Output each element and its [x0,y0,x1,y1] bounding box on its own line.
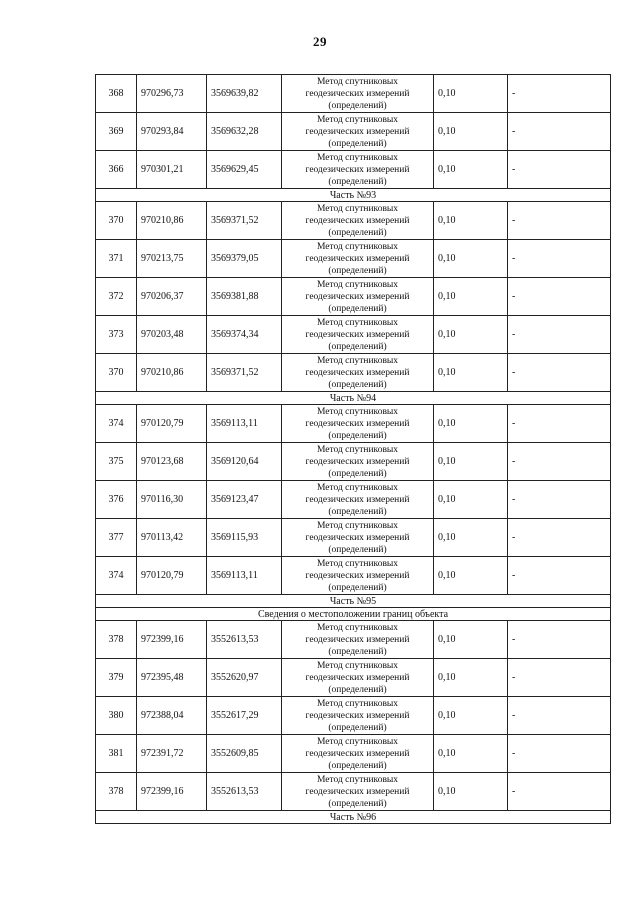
note-cell: - [508,75,611,113]
note-cell: - [508,151,611,189]
point-number-cell: 372 [96,278,137,316]
method-line: геодезических измерений [305,367,410,378]
method-line: (определений) [328,722,387,733]
section-header: Часть №96 [96,811,611,824]
point-number-cell: 369 [96,113,137,151]
method-cell [282,735,434,773]
note-cell: - [508,773,611,811]
x-coordinate-cell: 970210,86 [137,354,207,392]
method-line: (определений) [328,646,387,657]
point-number-cell: 375 [96,443,137,481]
table-row [96,405,611,443]
method-line: (определений) [328,798,387,809]
method-cell [282,443,434,481]
table-row [96,151,611,189]
method-line: (определений) [328,544,387,555]
method-line: Метод спутниковых [316,152,399,163]
section-header: Часть №93 [96,189,611,202]
method-cell [282,621,434,659]
method-line: Метод спутниковых [316,698,399,709]
y-coordinate-cell: 3552620,97 [207,659,282,697]
method-cell [282,773,434,811]
method-line: Метод спутниковых [316,660,399,671]
point-number-cell: 378 [96,621,137,659]
method-line: (определений) [328,265,387,276]
point-number-cell: 379 [96,659,137,697]
method-line: геодезических измерений [305,786,410,797]
x-coordinate-cell: 970113,42 [137,519,207,557]
section-header-row [96,392,611,405]
note-cell: - [508,202,611,240]
note-cell: - [508,735,611,773]
point-number-cell: 378 [96,773,137,811]
method-line: Метод спутниковых [316,406,399,417]
table-row [96,316,611,354]
x-coordinate-cell: 970206,37 [137,278,207,316]
table-row [96,659,611,697]
method-line: Метод спутниковых [316,279,399,290]
method-line: геодезических измерений [305,418,410,429]
method-line: (определений) [328,506,387,517]
method-line: геодезических измерений [305,456,410,467]
precision-cell: 0,10 [434,481,508,519]
table-row [96,519,611,557]
point-number-cell: 380 [96,697,137,735]
note-cell: - [508,240,611,278]
method-line: Метод спутниковых [316,444,399,455]
note-cell: - [508,316,611,354]
method-line: Метод спутниковых [316,317,399,328]
method-cell [282,697,434,735]
point-number-cell: 381 [96,735,137,773]
method-line: геодезических измерений [305,215,410,226]
method-line: геодезических измерений [305,164,410,175]
method-line: Метод спутниковых [316,558,399,569]
x-coordinate-cell: 972388,04 [137,697,207,735]
y-coordinate-cell: 3569120,64 [207,443,282,481]
precision-cell: 0,10 [434,113,508,151]
note-cell: - [508,354,611,392]
method-cell [282,202,434,240]
note-cell: - [508,113,611,151]
point-number-cell: 376 [96,481,137,519]
y-coordinate-cell: 3569113,11 [207,557,282,595]
x-coordinate-cell: 972399,16 [137,773,207,811]
point-number-cell: 374 [96,557,137,595]
precision-cell: 0,10 [434,316,508,354]
method-cell [282,240,434,278]
precision-cell: 0,10 [434,735,508,773]
note-cell: - [508,697,611,735]
method-line: геодезических измерений [305,88,410,99]
x-coordinate-cell: 970116,30 [137,481,207,519]
table-row [96,113,611,151]
point-number-cell: 377 [96,519,137,557]
precision-cell: 0,10 [434,443,508,481]
note-cell: - [508,443,611,481]
method-line: (определений) [328,176,387,187]
x-coordinate-cell: 970120,79 [137,557,207,595]
method-line: (определений) [328,684,387,695]
method-line: Метод спутниковых [316,520,399,531]
method-line: геодезических измерений [305,710,410,721]
method-line: Метод спутниковых [316,774,399,785]
y-coordinate-cell: 3552613,53 [207,621,282,659]
method-line: (определений) [328,303,387,314]
method-cell [282,354,434,392]
y-coordinate-cell: 3569374,34 [207,316,282,354]
table-row [96,443,611,481]
coordinates-table-body [96,75,611,824]
method-line: Метод спутниковых [316,114,399,125]
table-row [96,278,611,316]
y-coordinate-cell: 3569115,93 [207,519,282,557]
x-coordinate-cell: 970293,84 [137,113,207,151]
y-coordinate-cell: 3569381,88 [207,278,282,316]
method-cell [282,75,434,113]
y-coordinate-cell: 3552617,29 [207,697,282,735]
x-coordinate-cell: 972395,48 [137,659,207,697]
table-row [96,697,611,735]
method-line: геодезических измерений [305,570,410,581]
point-number-cell: 370 [96,354,137,392]
precision-cell: 0,10 [434,557,508,595]
point-number-cell: 373 [96,316,137,354]
method-line: геодезических измерений [305,634,410,645]
method-line: Метод спутниковых [316,241,399,252]
precision-cell: 0,10 [434,278,508,316]
method-line: Метод спутниковых [316,622,399,633]
section-header: Сведения о местоположении границ объекта [96,608,611,621]
section-header: Часть №94 [96,392,611,405]
y-coordinate-cell: 3569629,45 [207,151,282,189]
point-number-cell: 374 [96,405,137,443]
method-line: Метод спутниковых [316,203,399,214]
method-line: Метод спутниковых [316,736,399,747]
x-coordinate-cell: 970120,79 [137,405,207,443]
x-coordinate-cell: 972391,72 [137,735,207,773]
point-number-cell: 371 [96,240,137,278]
method-cell [282,278,434,316]
method-cell [282,557,434,595]
note-cell: - [508,405,611,443]
precision-cell: 0,10 [434,659,508,697]
section-header-row [96,189,611,202]
method-line: (определений) [328,100,387,111]
method-line: (определений) [328,341,387,352]
precision-cell: 0,10 [434,697,508,735]
y-coordinate-cell: 3569113,11 [207,405,282,443]
y-coordinate-cell: 3552613,53 [207,773,282,811]
y-coordinate-cell: 3569639,82 [207,75,282,113]
method-line: геодезических измерений [305,494,410,505]
table-row [96,557,611,595]
precision-cell: 0,10 [434,151,508,189]
y-coordinate-cell: 3569371,52 [207,202,282,240]
method-line: Метод спутниковых [316,482,399,493]
note-cell: - [508,621,611,659]
x-coordinate-cell: 972399,16 [137,621,207,659]
section-header: Часть №95 [96,595,611,608]
method-line: геодезических измерений [305,253,410,264]
x-coordinate-cell: 970296,73 [137,75,207,113]
method-line: Метод спутниковых [316,76,399,87]
point-number-cell: 370 [96,202,137,240]
table-row [96,773,611,811]
method-cell [282,316,434,354]
method-line: геодезических измерений [305,672,410,683]
table-row [96,735,611,773]
method-cell [282,481,434,519]
method-line: геодезических измерений [305,532,410,543]
table-row [96,621,611,659]
x-coordinate-cell: 970301,21 [137,151,207,189]
table-row [96,481,611,519]
method-line: (определений) [328,468,387,479]
note-cell: - [508,481,611,519]
precision-cell: 0,10 [434,354,508,392]
precision-cell: 0,10 [434,202,508,240]
note-cell: - [508,557,611,595]
method-line: Метод спутниковых [316,355,399,366]
method-line: геодезических измерений [305,291,410,302]
section-header-row [96,811,611,824]
table-row [96,75,611,113]
method-line: геодезических измерений [305,748,410,759]
note-cell: - [508,659,611,697]
y-coordinate-cell: 3552609,85 [207,735,282,773]
section-header-row [96,595,611,608]
table-row [96,240,611,278]
coordinates-table [95,74,611,824]
table-row [96,202,611,240]
method-line: (определений) [328,760,387,771]
y-coordinate-cell: 3569371,52 [207,354,282,392]
method-line: геодезических измерений [305,329,410,340]
table-row [96,354,611,392]
precision-cell: 0,10 [434,240,508,278]
precision-cell: 0,10 [434,519,508,557]
y-coordinate-cell: 3569379,05 [207,240,282,278]
page-number: 29 [313,34,327,49]
y-coordinate-cell: 3569632,28 [207,113,282,151]
method-line: (определений) [328,227,387,238]
y-coordinate-cell: 3569123,47 [207,481,282,519]
note-cell: - [508,519,611,557]
x-coordinate-cell: 970203,48 [137,316,207,354]
method-line: (определений) [328,138,387,149]
x-coordinate-cell: 970210,86 [137,202,207,240]
method-cell [282,151,434,189]
method-line: геодезических измерений [305,126,410,137]
method-line: (определений) [328,430,387,441]
point-number-cell: 366 [96,151,137,189]
method-cell [282,659,434,697]
precision-cell: 0,10 [434,405,508,443]
precision-cell: 0,10 [434,773,508,811]
x-coordinate-cell: 970123,68 [137,443,207,481]
x-coordinate-cell: 970213,75 [137,240,207,278]
precision-cell: 0,10 [434,621,508,659]
method-cell [282,405,434,443]
method-cell [282,113,434,151]
method-line: (определений) [328,379,387,390]
precision-cell: 0,10 [434,75,508,113]
point-number-cell: 368 [96,75,137,113]
method-line: (определений) [328,582,387,593]
method-cell [282,519,434,557]
note-cell: - [508,278,611,316]
section-header-row [96,608,611,621]
